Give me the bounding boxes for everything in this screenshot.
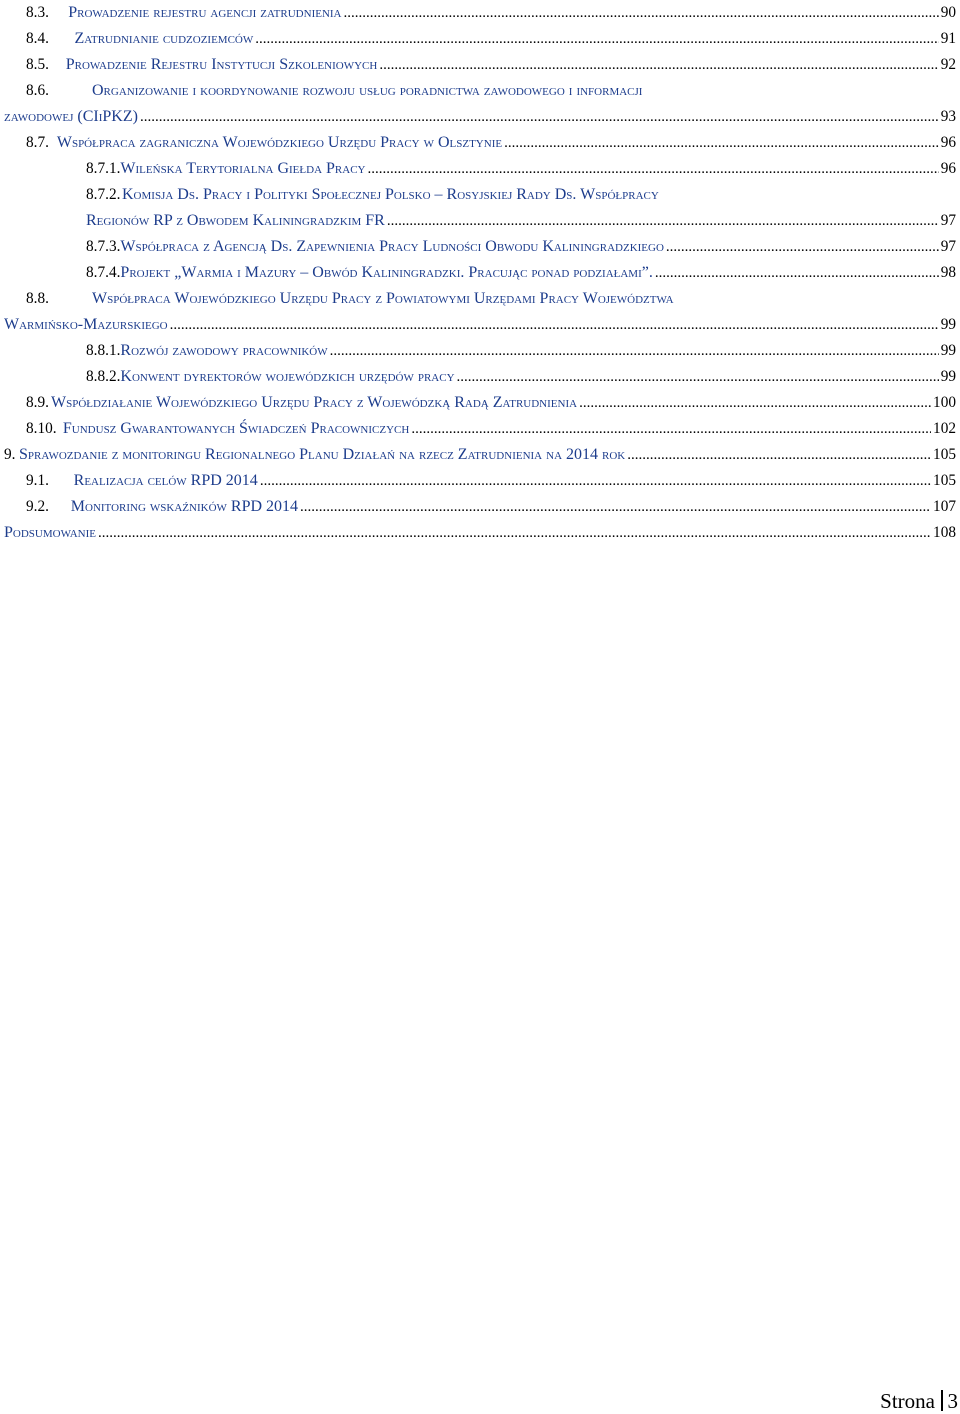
toc-entry-title[interactable]: Współdziałanie Wojewódzkiego Urzędu Pracy z Wojewódzką Radą Zatrudnienia (50, 394, 578, 411)
toc-entry-page: 92 (940, 56, 956, 73)
toc-entry-title-continued[interactable]: Warmińsko-Mazurskiego (4, 316, 168, 333)
toc-entry[interactable] (4, 182, 956, 234)
toc-entry-title[interactable]: Fundusz Gwarantowanych Świadczeń Pracowniczych (62, 420, 410, 437)
page-footer (880, 1388, 958, 1414)
toc-entry[interactable] (4, 260, 956, 286)
toc-dot-leader (666, 234, 939, 260)
toc-entry-page: 99 (940, 342, 956, 359)
toc-dot-leader (504, 130, 939, 156)
toc-entry-page: 99 (940, 368, 956, 385)
toc-entry-title[interactable]: Konwent dyrektorów wojewódzkich urzędów pracy (120, 368, 455, 385)
toc-entry[interactable] (4, 156, 956, 182)
toc-entry[interactable] (4, 390, 956, 416)
toc-entry-page: 105 (933, 446, 956, 463)
toc-entry-title[interactable]: Komisja Ds. Pracy i Polityki Społecznej Polsko – Rosyjskiej Rady Ds. Współpracy (122, 186, 659, 203)
toc-entry-page: 107 (933, 498, 956, 515)
table-of-contents (4, 0, 956, 546)
toc-entry-title[interactable]: Współpraca zagraniczna Wojewódzkiego Urzędu Pracy w Olsztynie (56, 134, 503, 151)
toc-entry[interactable] (4, 338, 956, 364)
toc-entry[interactable] (4, 26, 956, 52)
toc-entry-title[interactable]: Współpraca Wojewódzkiego Urzędu Pracy z Powiatowymi Urzędami Pracy Województwa (92, 290, 674, 307)
toc-dot-leader (170, 312, 939, 338)
toc-entry-page: 93 (940, 108, 956, 125)
toc-entry-title[interactable]: Projekt „Warmia i Mazury – Obwód Kaliningradzki. Pracując ponad podziałami”. (120, 264, 653, 281)
toc-entry-page: 99 (940, 316, 956, 333)
toc-entry[interactable] (4, 234, 956, 260)
toc-dot-leader (330, 338, 939, 364)
toc-entry[interactable] (4, 416, 956, 442)
toc-entry-number: 8.7.1. (86, 160, 121, 177)
toc-entry-page: 96 (940, 134, 956, 151)
footer-page-number: 3 (947, 1389, 958, 1413)
toc-entry-number: 8.8. (26, 290, 49, 307)
toc-entry-title-continued[interactable]: Regionów RP z Obwodem Kaliningradzkim FR (86, 212, 385, 229)
toc-entry-page: 91 (940, 30, 956, 47)
toc-entry-title[interactable]: Współpraca z Agencją Ds. Zapewnienia Pracy Ludności Obwodu Kaliningradzkiego (120, 238, 664, 255)
toc-entry[interactable] (4, 442, 956, 468)
toc-entry-number: 9.1. (26, 472, 49, 489)
toc-entry-number: 8.7. (26, 134, 49, 151)
toc-entry-title[interactable]: Prowadzenie Rejestru Instytucji Szkoleniowych (65, 56, 378, 73)
toc-dot-leader (411, 416, 931, 442)
toc-entry-page: 98 (940, 264, 956, 281)
toc-entry-page: 97 (940, 238, 956, 255)
toc-entry[interactable] (4, 52, 956, 78)
toc-entry-number: 8.7.3. (86, 238, 121, 255)
toc-entry-title[interactable]: Realizacja celów RPD 2014 (73, 472, 258, 489)
toc-dot-leader (260, 468, 931, 494)
toc-entry-number: 8.7.2. (86, 186, 121, 203)
toc-entry-number: 9.2. (26, 498, 49, 515)
toc-entry-title[interactable]: Sprawozdanie z monitoringu Regionalnego Planu Działań na rzecz Zatrudnienia na 2014 rok (19, 446, 626, 463)
toc-entry-title[interactable]: Monitoring wskaźników RPD 2014 (70, 498, 299, 515)
toc-entry-title[interactable]: Organizowanie i koordynowanie rozwoju usług poradnictwa zawodowego i informacji (92, 82, 643, 99)
toc-entry-number: 8.8.1. (86, 342, 121, 359)
toc-dot-leader (579, 390, 931, 416)
toc-entry[interactable] (4, 130, 956, 156)
toc-entry[interactable] (4, 286, 956, 338)
toc-dot-leader (98, 520, 931, 546)
toc-entry-page: 90 (940, 4, 956, 21)
toc-entry-page: 105 (933, 472, 956, 489)
toc-dot-leader (344, 0, 939, 26)
toc-entry[interactable] (4, 494, 956, 520)
toc-dot-leader (379, 52, 938, 78)
toc-entry-number: 8.6. (26, 82, 49, 99)
footer-separator (941, 1390, 943, 1411)
toc-entry[interactable] (4, 520, 956, 546)
toc-entry-number: 8.5. (26, 56, 49, 73)
toc-entry-title-continued[interactable]: zawodowej (CIiPKZ) (4, 108, 138, 125)
toc-entry[interactable] (4, 364, 956, 390)
toc-dot-leader (627, 442, 931, 468)
toc-dot-leader (387, 208, 939, 234)
toc-dot-leader (300, 494, 931, 520)
toc-entry-number: 8.7.4. (86, 264, 121, 281)
toc-entry-number: 8.10. (26, 420, 57, 437)
toc-dot-leader (367, 156, 938, 182)
toc-entry-page: 97 (940, 212, 956, 229)
toc-entry-title[interactable]: Zatrudnianie cudzoziemców (74, 30, 254, 47)
toc-entry-title[interactable]: Rozwój zawodowy pracowników (120, 342, 328, 359)
toc-entry-page: 102 (933, 420, 956, 437)
toc-entry-title[interactable]: Prowadzenie rejestru agencji zatrudnienia (68, 4, 342, 21)
toc-dot-leader (255, 26, 938, 52)
toc-entry[interactable] (4, 78, 956, 130)
toc-entry-number: 8.8.2. (86, 368, 121, 385)
toc-entry-number: 9. (4, 446, 16, 463)
toc-entry-number: 8.4. (26, 30, 49, 47)
toc-entry-number: 8.3. (26, 4, 49, 21)
footer-label: Strona (880, 1389, 935, 1413)
toc-entry[interactable] (4, 468, 956, 494)
toc-dot-leader (655, 260, 939, 286)
toc-entry-page: 108 (933, 524, 956, 541)
toc-entry-number: 8.9. (26, 394, 49, 411)
toc-entry-page: 100 (933, 394, 956, 411)
toc-entry[interactable] (4, 0, 956, 26)
toc-dot-leader (457, 364, 939, 390)
toc-dot-leader (140, 104, 939, 130)
toc-entry-title[interactable]: Wileńska Terytorialna Giełda Pracy (120, 160, 366, 177)
toc-entry-page: 96 (940, 160, 956, 177)
toc-entry-title[interactable]: Podsumowanie (4, 524, 97, 541)
